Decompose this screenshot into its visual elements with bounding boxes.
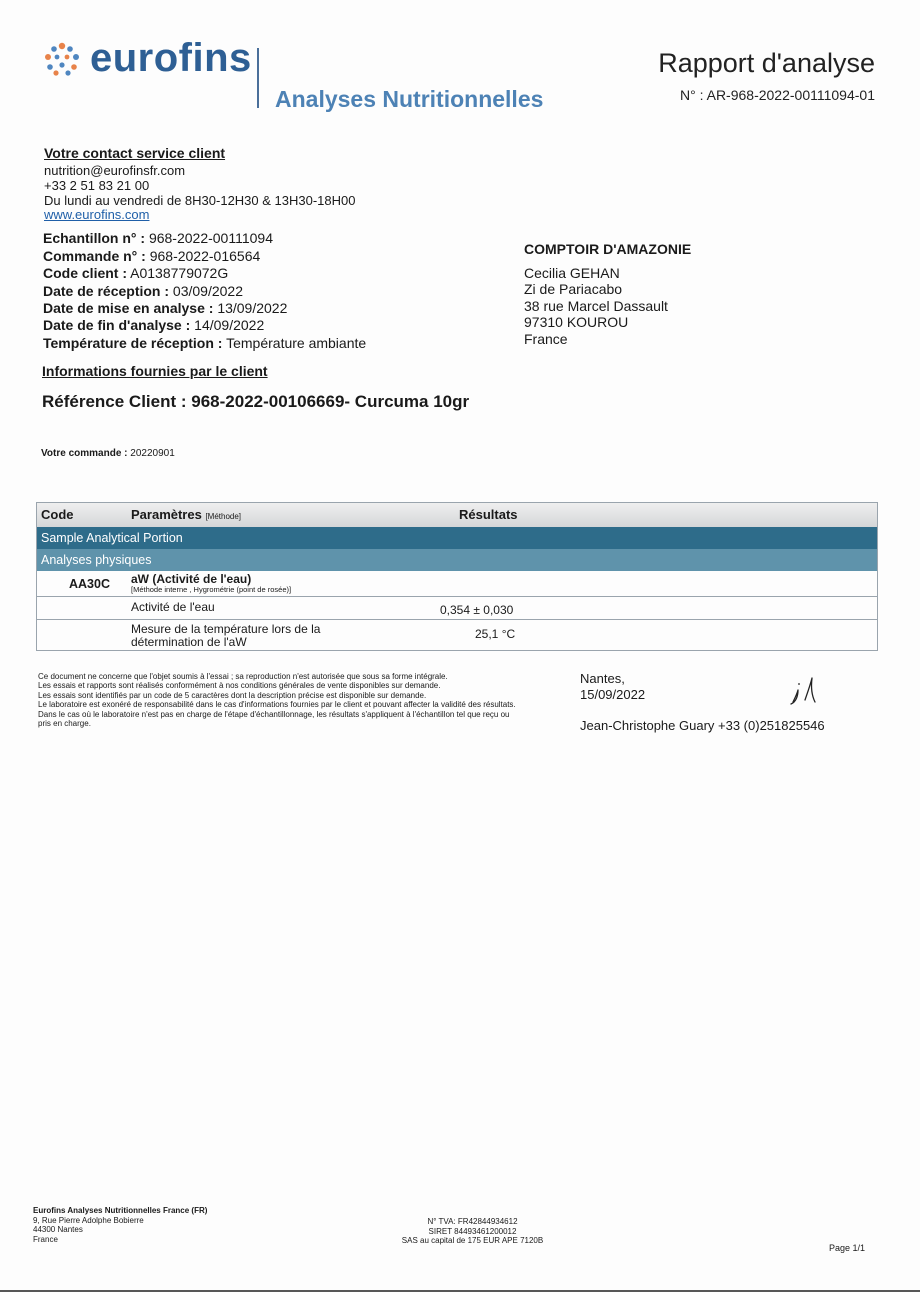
table-header <box>37 503 877 527</box>
section-band-physical: Analyses physiques <box>37 549 877 571</box>
client-code <box>43 265 228 281</box>
table-row <box>37 596 877 619</box>
analysis-end-date-value: 14/09/2022 <box>194 317 265 333</box>
footer-legal-line: SAS au capital de 175 EUR APE 7120B <box>401 1236 544 1245</box>
sample-number-label: Echantillon n° : <box>43 230 146 246</box>
row-param-continued: détermination de l'aW <box>131 635 247 649</box>
reception-temperature-label: Température de réception : <box>43 335 223 351</box>
disclaimer-line: Dans le cas où le laboratoire n'est pas en charge de l'étape d'échantillonnage, les résultats s'appliquent à l'échantillon tel que reçu ou <box>38 709 510 719</box>
signatory-name: Jean-Christophe Guary +33 (0)251825546 <box>580 718 825 733</box>
recipient-line: 38 rue Marcel Dassault <box>524 298 668 314</box>
customer-order <box>41 448 175 459</box>
analysis-end-date-label: Date de fin d'analyse : <box>43 317 191 333</box>
disclaimer-line: pris en charge. <box>38 719 91 729</box>
footer-address-line: France <box>33 1234 58 1244</box>
contact-phone: +33 2 51 83 21 00 <box>44 178 150 193</box>
analysis-start-date-value: 13/09/2022 <box>217 300 288 316</box>
analysis-start-date-label: Date de mise en analyse : <box>43 300 214 316</box>
recipient-line: France <box>524 331 568 347</box>
header-code: Code <box>41 507 74 522</box>
table-row <box>37 619 877 650</box>
order-number-value: 968-2022-016564 <box>149 248 261 264</box>
customer-order-label: Votre commande : <box>41 448 128 459</box>
disclaimer-line: Ce document ne concerne que l'objet soumis à l'essai ; sa reproduction n'est autorisée que sous sa forme intégrale. <box>38 672 448 681</box>
contact-email: nutrition@eurofinsfr.com <box>44 163 186 178</box>
analysis-start-date <box>43 300 287 316</box>
logo-divider <box>257 48 259 108</box>
row-param: Mesure de la température lors de la <box>131 622 321 636</box>
order-number <box>43 248 260 264</box>
client-code-label: Code client : <box>43 265 128 281</box>
results-table <box>36 502 878 651</box>
row-param: Activité de l'eau <box>131 600 215 614</box>
row-method: [Méthode interne , Hygrométrie (point de rosée)] <box>131 585 292 594</box>
client-reference: Référence Client : 968-2022-00106669- Curcuma 10gr <box>42 392 470 411</box>
row-code: AA30C <box>69 577 110 591</box>
header-params <box>131 507 241 522</box>
row-result: 25,1 °C <box>475 627 516 641</box>
sample-number-value: 968-2022-00111094 <box>148 230 273 246</box>
page-bottom-divider <box>0 1290 920 1292</box>
header-params-label: Paramètres <box>131 507 202 522</box>
logo-text: eurofins <box>90 36 252 80</box>
footer-legal-line: N° TVA: FR42844934612 <box>427 1217 518 1226</box>
client-code-value: A0138779072G <box>130 265 229 281</box>
section-band-sample: Sample Analytical Portion <box>37 527 877 549</box>
footer-legal-line: SIRET 84493461200012 <box>428 1226 517 1236</box>
row-param: aW (Activité de l'eau) <box>131 572 252 586</box>
disclaimer-line: Les essais et rapports sont réalisés conformément à nos conditions générales de vente disponibles sur demande. <box>38 681 441 691</box>
order-number-label: Commande n° : <box>43 248 146 264</box>
row-result: 0,354 ± 0,030 <box>440 603 514 617</box>
table-row <box>37 571 877 596</box>
reception-temperature <box>43 335 366 351</box>
signature-place-date <box>580 671 645 703</box>
report-number: N° : AR-968-2022-00111094-01 <box>680 87 875 103</box>
recipient-line: 97310 KOUROU <box>524 314 629 330</box>
legal-disclaimer <box>38 672 578 728</box>
department-subtitle: Analyses Nutritionnelles <box>275 86 544 112</box>
footer-address-line: 9, Rue Pierre Adolphe Bobierre <box>33 1215 144 1225</box>
disclaimer-line: Le laboratoire est exonéré de responsabilité dans le cas d'informations fournies par le client et pouvant affecter la validité des résultats. <box>38 700 516 710</box>
recipient-line: Zi de Pariacabo <box>524 281 623 297</box>
handwritten-signature <box>785 672 825 708</box>
signature-date: 15/09/2022 <box>580 687 646 702</box>
contact-heading: Votre contact service client <box>44 145 226 161</box>
disclaimer-line: Les essais sont identifiés par un code de 5 caractères dont la description précise est disponible sur demande. <box>38 690 427 700</box>
reception-temperature-value: Température ambiante <box>226 335 367 351</box>
reception-date-value: 03/09/2022 <box>172 283 243 299</box>
contact-hours: Du lundi au vendredi de 8H30-12H30 & 13H30-18H00 <box>44 193 356 208</box>
signature-place: Nantes, <box>580 671 625 686</box>
eurofins-logo-icon <box>42 40 82 80</box>
analysis-end-date <box>43 317 264 333</box>
reception-date-label: Date de réception : <box>43 283 170 299</box>
footer-company: Eurofins Analyses Nutritionnelles France (FR) <box>33 1206 208 1215</box>
header-results: Résultats <box>459 507 518 522</box>
client-info-heading: Informations fournies par le client <box>42 363 268 379</box>
customer-order-value: 20220901 <box>130 448 175 459</box>
recipient-company: COMPTOIR D'AMAZONIE <box>524 241 692 257</box>
website-link[interactable]: www.eurofins.com <box>44 207 150 222</box>
recipient-line: Cecilia GEHAN <box>524 265 620 281</box>
footer-legal <box>0 1217 920 1246</box>
reception-date <box>43 283 243 299</box>
sample-number <box>43 230 273 246</box>
footer-address-line: 44300 Nantes <box>33 1225 83 1234</box>
report-title: Rapport d'analyse <box>658 48 875 78</box>
header-method: [Méthode] <box>205 512 242 521</box>
page-number: Page 1/1 <box>828 1243 865 1253</box>
